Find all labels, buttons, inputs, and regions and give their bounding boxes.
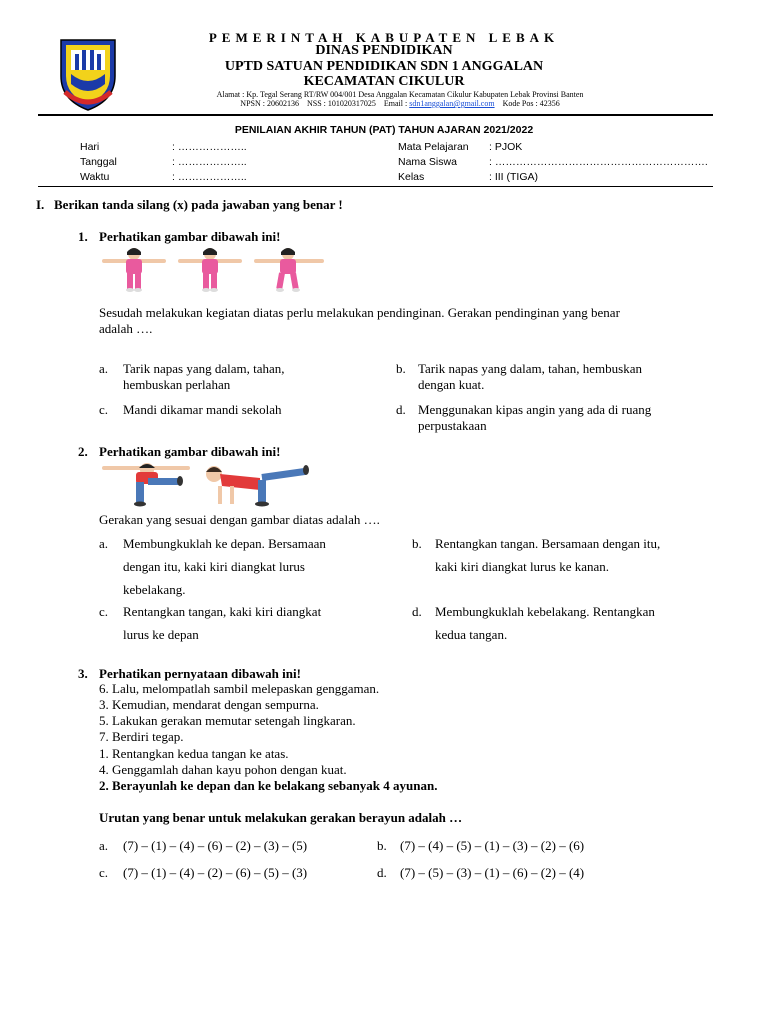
info-label-kelas: Kelas bbox=[398, 171, 425, 183]
header-contact bbox=[190, 99, 610, 108]
header-email-label: Email : bbox=[383, 99, 408, 108]
q3-statement: 1. Rentangkan kedua tangan ke atas. bbox=[99, 746, 289, 761]
q1-option-d-letter[interactable]: d. bbox=[396, 402, 406, 417]
q1-option-a-line1[interactable]: Tarik napas yang dalam, tahan, bbox=[123, 361, 285, 376]
q1-option-c-line1[interactable]: Mandi dikamar mandi sekolah bbox=[123, 402, 282, 417]
q3-statement-bold: 2. Berayunlah ke depan dan ke belakang sebanyak 4 ayunan. bbox=[99, 778, 438, 793]
info-label-waktu: Waktu bbox=[80, 171, 110, 183]
section-number: I. bbox=[36, 197, 45, 212]
q3-statement: 7. Berdiri tegap. bbox=[99, 729, 184, 744]
q2-option-d-letter[interactable]: d. bbox=[412, 604, 422, 619]
q1-text-line1: Sesudah melakukan kegiatan diatas perlu melakukan pendinginan. Gerakan pendinginan yang benar bbox=[99, 305, 620, 320]
header-line-school: UPTD SATUAN PENDIDIKAN SDN 1 ANGGALAN bbox=[224, 59, 544, 74]
q3-statement: 4. Genggamlah dahan kayu pohon dengan kuat. bbox=[99, 762, 347, 777]
q3-number: 3. bbox=[78, 666, 88, 681]
info-divider bbox=[38, 186, 713, 187]
q3-option-d-text[interactable]: (7) – (5) – (3) – (1) – (6) – (2) – (4) bbox=[400, 865, 585, 880]
q2-balance-illustration bbox=[100, 460, 312, 508]
q3-option-b-text[interactable]: (7) – (4) – (5) – (1) – (3) – (2) – (6) bbox=[400, 838, 585, 853]
header-line-agency: DINAS PENDIDIKAN bbox=[315, 43, 453, 58]
q1-option-a-letter[interactable]: a. bbox=[99, 361, 109, 376]
q1-option-d-line1[interactable]: Menggunakan kipas angin yang ada di ruang bbox=[418, 402, 652, 417]
q1-number: 1. bbox=[78, 229, 88, 244]
q1-option-d-line2[interactable]: perpustakaan bbox=[418, 418, 487, 433]
header-kode-pos: Kode Pos : 42356 bbox=[502, 99, 560, 108]
q3-option-d-letter[interactable]: d. bbox=[377, 865, 387, 880]
q2-option-b-line1[interactable]: Rentangkan tangan. Bersamaan dengan itu, bbox=[435, 536, 661, 551]
header-email-link[interactable]: sdn1anggalan@gmail.com bbox=[409, 99, 495, 108]
info-value-hari: : ……………….. bbox=[172, 141, 247, 153]
q2-option-a-line1[interactable]: Membungkuklah ke depan. Bersamaan bbox=[123, 536, 326, 551]
q2-option-c-letter[interactable]: c. bbox=[99, 604, 109, 619]
info-label-nama: Nama Siswa bbox=[398, 156, 457, 168]
q1-option-a-line2[interactable]: hembuskan perlahan bbox=[123, 377, 231, 392]
q3-question: Urutan yang benar untuk melakukan gerakan berayun adalah … bbox=[99, 810, 463, 825]
q2-question-text: Gerakan yang sesuai dengan gambar diatas adalah …. bbox=[99, 512, 380, 527]
info-label-tanggal: Tanggal bbox=[80, 156, 117, 168]
q1-prompt: Perhatikan gambar dibawah ini! bbox=[99, 229, 281, 244]
info-label-mapel: Mata Pelajaran bbox=[398, 141, 469, 153]
header-divider bbox=[38, 114, 713, 116]
header-line-government: PEMERINTAH KABUPATEN LEBAK bbox=[208, 30, 560, 45]
header-nss: NSS : 101020317025 bbox=[306, 99, 376, 108]
q2-option-d-line2[interactable]: kedua tangan. bbox=[435, 627, 508, 642]
q1-exercise-illustration bbox=[100, 246, 330, 292]
q2-prompt: Perhatikan gambar dibawah ini! bbox=[99, 444, 281, 459]
info-value-tanggal: : ……………….. bbox=[172, 156, 247, 168]
q1-text-line2: adalah …. bbox=[99, 321, 153, 336]
q3-option-c-letter[interactable]: c. bbox=[99, 865, 109, 880]
q2-option-c-line1[interactable]: Rentangkan tangan, kaki kiri diangkat bbox=[123, 604, 322, 619]
q2-option-a-line3[interactable]: kebelakang. bbox=[123, 582, 186, 597]
q2-option-d-line1[interactable]: Membungkuklah kebelakang. Rentangkan bbox=[435, 604, 655, 619]
q1-option-c-letter[interactable]: c. bbox=[99, 402, 109, 417]
q3-statement: 3. Kemudian, mendarat dengan sempurna. bbox=[99, 697, 319, 712]
q3-option-a-letter[interactable]: a. bbox=[99, 838, 109, 853]
q1-option-b-line1[interactable]: Tarik napas yang dalam, tahan, hembuskan bbox=[418, 361, 642, 376]
info-value-mapel: : PJOK bbox=[489, 141, 523, 153]
q2-option-a-letter[interactable]: a. bbox=[99, 536, 109, 551]
q3-option-b-letter[interactable]: b. bbox=[377, 838, 387, 853]
header-npsn: NPSN : 20602136 bbox=[240, 99, 299, 108]
q3-prompt: Perhatikan pernyataan dibawah ini! bbox=[99, 666, 301, 681]
info-value-kelas: : III (TIGA) bbox=[489, 171, 538, 183]
q2-option-c-line2[interactable]: lurus ke depan bbox=[123, 627, 199, 642]
q2-option-b-letter[interactable]: b. bbox=[412, 536, 422, 551]
q1-option-b-line2[interactable]: dengan kuat. bbox=[418, 377, 485, 392]
q1-option-b-letter[interactable]: b. bbox=[396, 361, 406, 376]
header-address-block bbox=[190, 90, 610, 108]
q2-option-a-line2[interactable]: dengan itu, kaki kiri diangkat lurus bbox=[123, 559, 305, 574]
info-value-nama: : ……………………………………………………. bbox=[489, 156, 708, 168]
header-line-district: KECAMATAN CIKULUR bbox=[303, 74, 465, 89]
exam-title: PENILAIAN AKHIR TAHUN (PAT) TAHUN AJARAN 2021/2022 bbox=[234, 124, 534, 136]
q2-option-b-line2[interactable]: kaki kiri diangkat lurus ke kanan. bbox=[435, 559, 610, 574]
q3-option-a-text[interactable]: (7) – (1) – (4) – (6) – (2) – (3) – (5) bbox=[123, 838, 308, 853]
section-instruction: Berikan tanda silang (x) pada jawaban yang benar ! bbox=[54, 197, 343, 212]
q3-statement: 6. Lalu, melompatlah sambil melepaskan genggaman. bbox=[99, 681, 380, 696]
q3-statement: 5. Lakukan gerakan memutar setengah lingkaran. bbox=[99, 713, 356, 728]
info-label-hari: Hari bbox=[80, 141, 100, 153]
q3-option-c-text[interactable]: (7) – (1) – (4) – (2) – (6) – (5) – (3) bbox=[123, 865, 308, 880]
q2-number: 2. bbox=[78, 444, 88, 459]
info-value-waktu: : ……………….. bbox=[172, 171, 247, 183]
header-address: Alamat : Kp. Tegal Serang RT/RW 004/001 Desa Anggalan Kecamatan Cikulur Kabupaten Lebak Provinsi Banten bbox=[216, 90, 584, 99]
